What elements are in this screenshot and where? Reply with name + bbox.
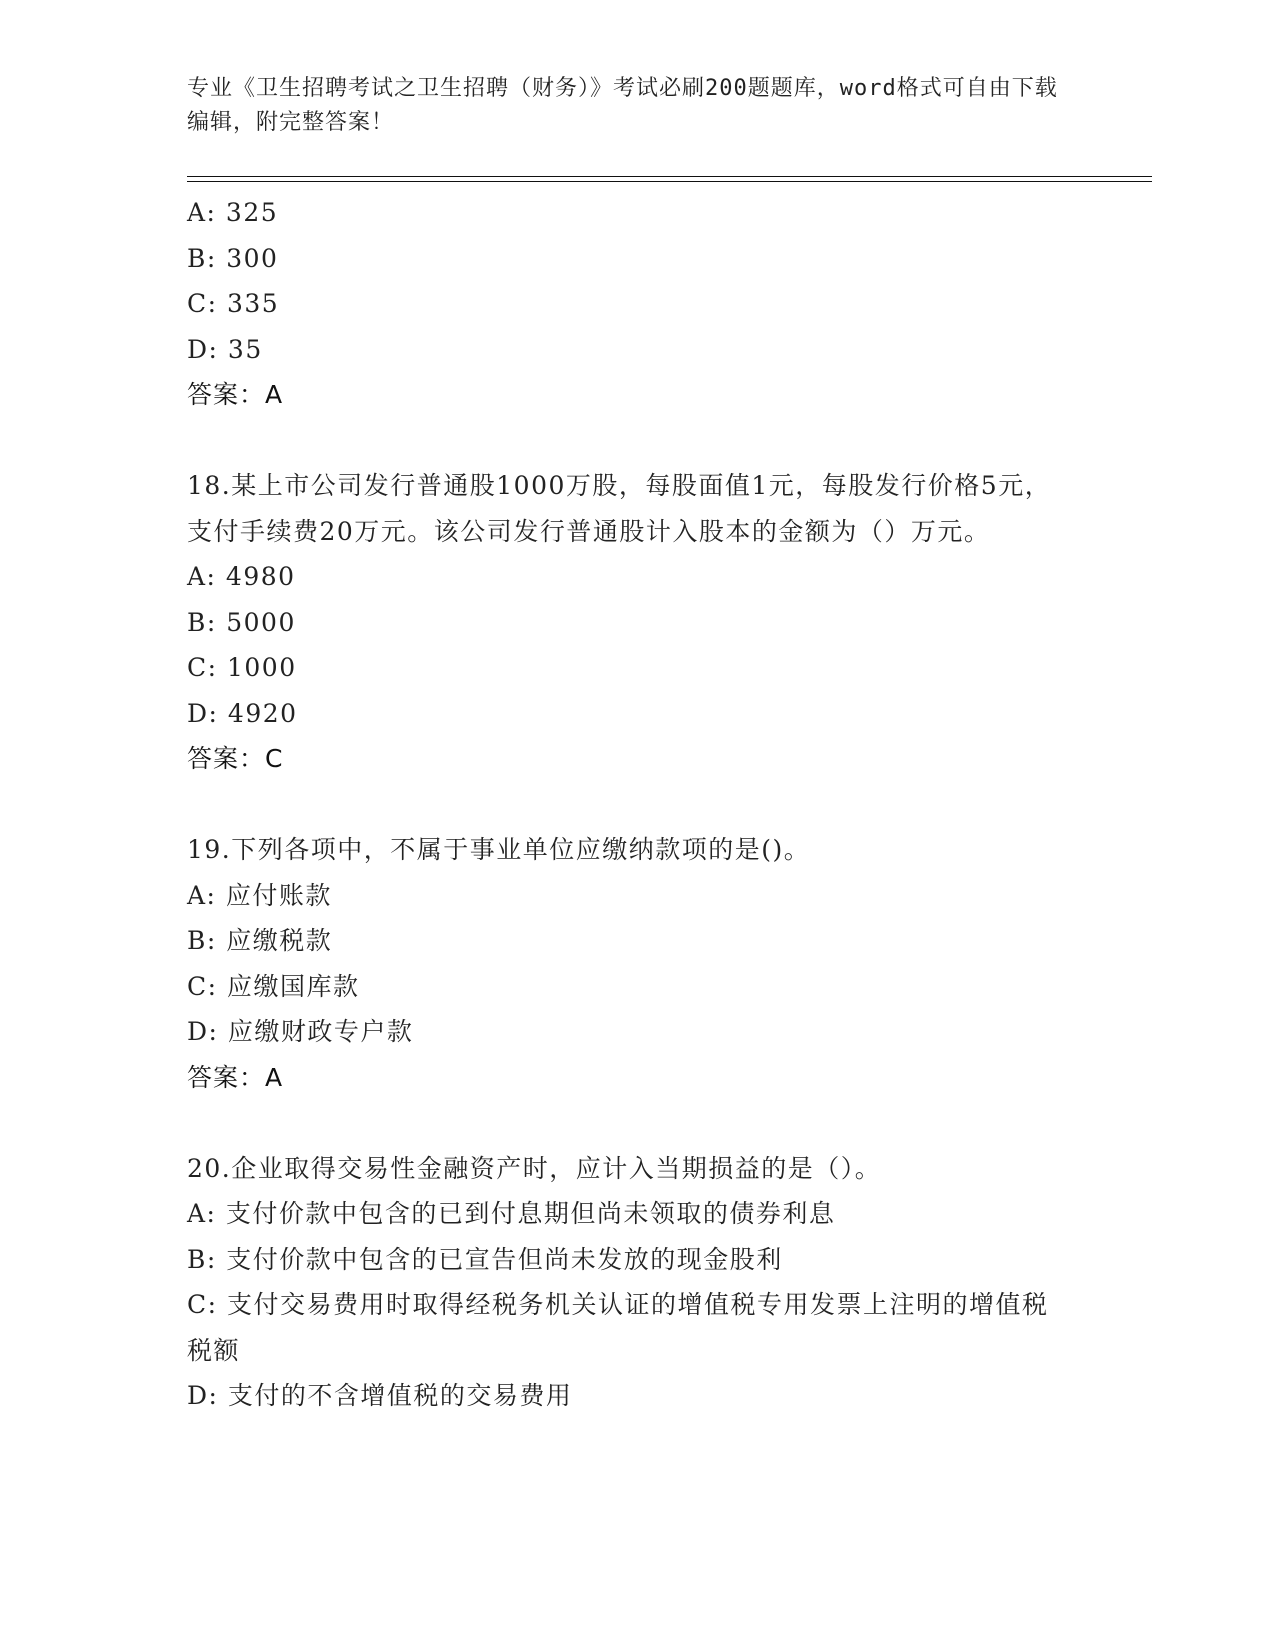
option-d: D: 应缴财政专户款 <box>187 1017 414 1046</box>
question-text: 20.企业取得交易性金融资产时，应计入当期损益的是（）。 <box>187 1153 882 1183</box>
option-c: C: 1000 <box>187 653 297 682</box>
option-d: D: 35 <box>187 334 263 364</box>
header-divider-bottom <box>187 181 1152 182</box>
option-d: D: 4920 <box>187 698 298 728</box>
spacer <box>187 1100 1087 1146</box>
option-d: D: 支付的不含增值税的交易费用 <box>187 1381 573 1410</box>
question-list <box>187 190 1087 1419</box>
question-19 <box>187 827 1087 1100</box>
spacer <box>187 782 1087 828</box>
option-c: C: 335 <box>187 289 280 318</box>
option-a: A: 325 <box>187 198 279 227</box>
document-header <box>187 72 1067 140</box>
option-a: A: 应付账款 <box>187 880 332 910</box>
question-18 <box>187 463 1087 782</box>
question-text: 18.某上市公司发行普通股1000万股，每股面值1元，每股发行价格5元，支付手续费20万元。该公司发行普通股计入股本的金额为（）万元。 <box>187 471 1052 546</box>
option-c: C: 应缴国库款 <box>187 971 360 1001</box>
spacer <box>187 418 1087 464</box>
answer-line: 答案：A <box>187 1062 284 1092</box>
question-20 <box>187 1146 1087 1419</box>
option-b: B: 支付价款中包含的已宣告但尚未发放的现金股利 <box>187 1244 783 1274</box>
header-title: 专业《卫生招聘考试之卫生招聘（财务）》考试必刷200题题库，word格式可自由下载编辑，附完整答案！ <box>187 76 1058 135</box>
option-a: A: 支付价款中包含的已到付息期但尚未领取的债券利息 <box>187 1199 836 1228</box>
answer-line: 答案：A <box>187 380 284 409</box>
option-a: A: 4980 <box>187 562 296 591</box>
question-text: 19.下列各项中，不属于事业单位应缴纳款项的是()。 <box>187 835 811 864</box>
answer-line: 答案：C <box>187 744 284 773</box>
option-b: B: 300 <box>187 243 279 273</box>
option-b: B: 应缴税款 <box>187 926 333 955</box>
question-17-continuation <box>187 190 1087 418</box>
option-b: B: 5000 <box>187 607 296 637</box>
option-c: C: 支付交易费用时取得经税务机关认证的增值税专用发票上注明的增值税税额 <box>187 1290 1049 1365</box>
header-divider-top <box>187 176 1152 177</box>
